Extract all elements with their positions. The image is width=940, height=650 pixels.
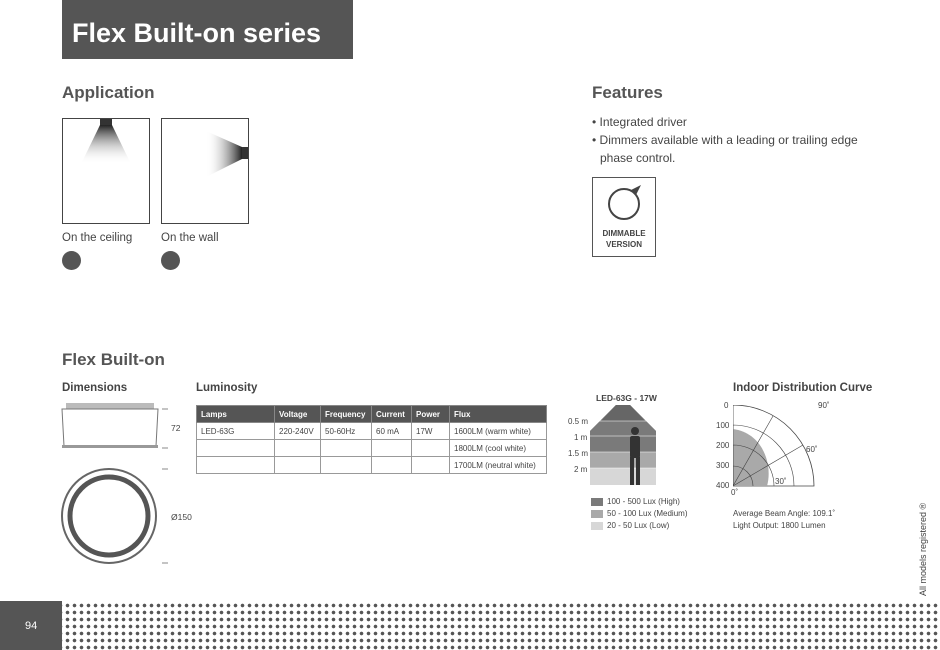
dimmable-badge <box>592 177 656 257</box>
title-banner <box>62 0 353 59</box>
lux-legend-low <box>591 521 669 530</box>
table-cell: 1700LM (neutral white) <box>450 457 547 474</box>
table-cell <box>372 457 412 474</box>
distribution-heading: Indoor Distribution Curve <box>733 382 873 394</box>
wall-option-dot <box>161 251 180 270</box>
column-header: Flux <box>450 406 547 423</box>
ceiling-option-dot <box>62 251 81 270</box>
dimensions-heading: Dimensions <box>62 382 128 394</box>
angle-label: 30˚ <box>775 477 787 486</box>
column-header: Lamps <box>197 406 275 423</box>
page-number-box <box>0 601 62 650</box>
radial-tick: 400 <box>716 481 730 490</box>
ceiling-option-label: On the ceiling <box>62 232 133 244</box>
table-cell <box>372 440 412 457</box>
column-header: Power <box>412 406 450 423</box>
wall-option-label: On the wall <box>161 232 219 244</box>
angle-label: 90˚ <box>818 401 830 410</box>
radial-tick: 100 <box>716 421 730 430</box>
table-cell: 50-60Hz <box>321 423 372 440</box>
badge-line-2: VERSION <box>605 240 642 249</box>
table-row <box>197 423 547 440</box>
distance-label: 1.5 m <box>568 449 589 458</box>
diameter-dimension: Ø150 <box>171 512 192 522</box>
legend-label: 20 - 50 Lux (Low) <box>607 521 670 530</box>
registered-notice: All models registered ® <box>918 502 928 596</box>
feature-item: • Dimmers available with a leading or trailing edge <box>592 133 858 147</box>
table-cell <box>197 440 275 457</box>
speech-bubble-icon <box>593 178 655 226</box>
table-cell <box>197 457 275 474</box>
feature-item: phase control. <box>600 151 676 165</box>
radial-tick: 300 <box>716 461 730 470</box>
table-cell: 60 mA <box>372 423 412 440</box>
dotted-footer-band <box>62 601 940 650</box>
light-output-text: Light Output: 1800 Lumen <box>733 521 826 530</box>
table-cell: 1800LM (cool white) <box>450 440 547 457</box>
legend-swatch <box>591 510 603 518</box>
table-row <box>197 457 547 474</box>
registered-notice-wrap <box>918 498 932 596</box>
legend-label: 100 - 500 Lux (High) <box>607 497 680 506</box>
column-header: Current <box>372 406 412 423</box>
table-cell: LED-63G <box>197 423 275 440</box>
beam-angle-text: Average Beam Angle: 109.1˚ <box>733 509 836 518</box>
features-heading: Features <box>592 83 663 102</box>
table-cell: 17W <box>412 423 450 440</box>
badge-line-1: DIMMABLE <box>602 229 646 238</box>
table-cell <box>412 457 450 474</box>
table-cell <box>275 457 321 474</box>
legend-swatch <box>591 498 603 506</box>
table-cell <box>321 440 372 457</box>
luminosity-heading: Luminosity <box>196 382 258 394</box>
page-title: Flex Built-on series <box>72 18 322 48</box>
lux-legend-medium <box>591 509 687 518</box>
radial-tick: 200 <box>716 441 730 450</box>
table-header-row <box>197 406 547 423</box>
lux-cone-diagram <box>590 405 656 485</box>
dimensions-drawing <box>58 400 176 570</box>
ceiling-light-icon <box>63 119 149 223</box>
application-heading: Application <box>62 83 155 102</box>
feature-item: • Integrated driver <box>592 115 687 129</box>
radial-tick: 0 <box>724 401 729 410</box>
column-header: Voltage <box>275 406 321 423</box>
height-dimension: 72 <box>171 423 181 433</box>
column-header: Frequency <box>321 406 372 423</box>
distance-label: 0.5 m <box>568 417 589 426</box>
luminosity-table <box>196 405 547 474</box>
polar-distribution-chart <box>733 405 815 487</box>
wall-mount-illustration <box>161 118 249 224</box>
page-number: 94 <box>25 620 38 632</box>
distance-label: 2 m <box>574 465 588 474</box>
distance-label: 1 m <box>574 433 588 442</box>
angle-label: 0˚ <box>731 488 739 497</box>
legend-label: 50 - 100 Lux (Medium) <box>607 509 688 518</box>
table-cell <box>275 440 321 457</box>
table-row <box>197 440 547 457</box>
wall-light-icon <box>162 119 248 223</box>
table-cell: 1600LM (warm white) <box>450 423 547 440</box>
table-cell: 220-240V <box>275 423 321 440</box>
product-heading: Flex Built-on <box>62 350 165 369</box>
angle-label: 60˚ <box>806 445 818 454</box>
table-cell <box>321 457 372 474</box>
lux-legend-high <box>591 497 680 506</box>
legend-swatch <box>591 522 603 530</box>
lux-chart-title: LED-63G - 17W <box>596 393 657 403</box>
table-cell <box>412 440 450 457</box>
ceiling-mount-illustration <box>62 118 150 224</box>
